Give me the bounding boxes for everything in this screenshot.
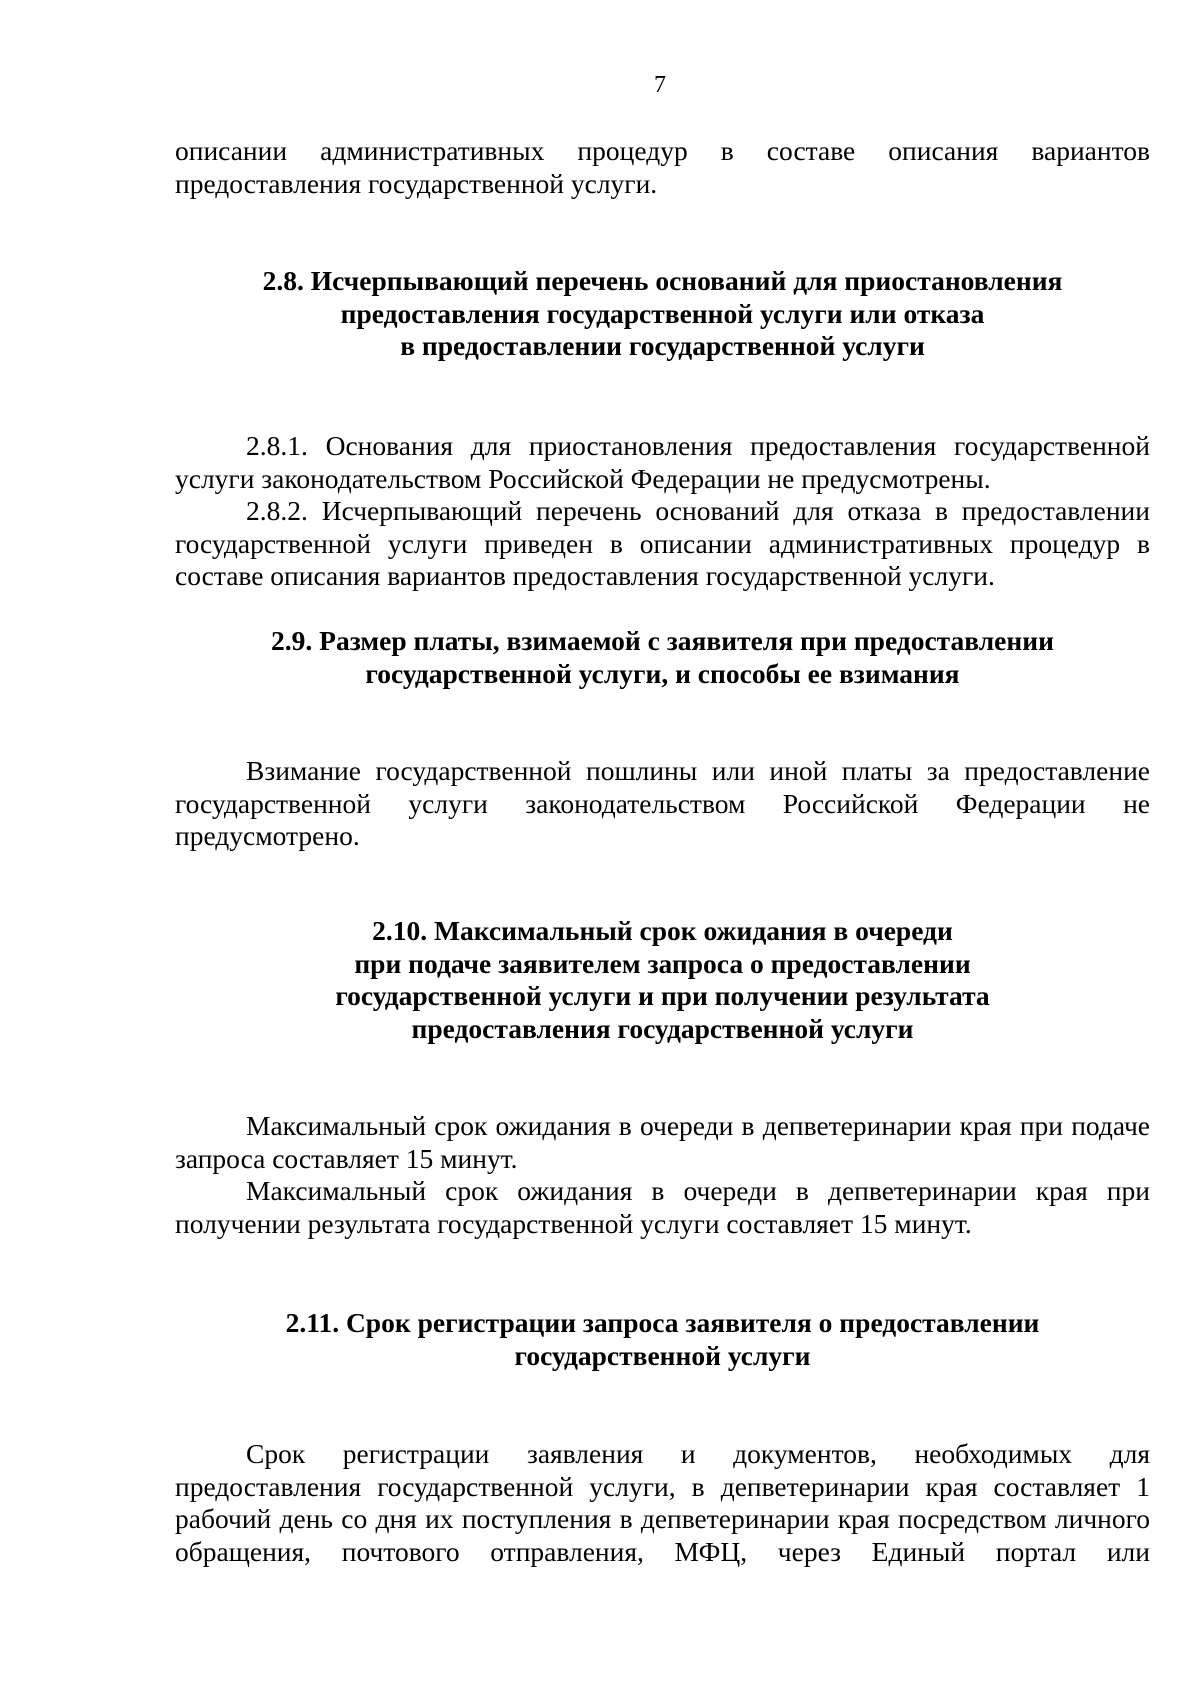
section-2-8-heading-line-1: 2.8. Исчерпывающий перечень оснований для приостановления — [262, 265, 1063, 296]
section-2-9-paragraph-1: Взимание государственной пошлины или иной платы за предоставление государственной услуги законодательством Российской Федерации не предусмотрено. — [175, 755, 1150, 851]
section-2-10-heading-line-4: предоставления государственной услуги — [411, 1012, 914, 1044]
section-2-8-paragraph-1: 2.8.1. Основания для приостановления предоставления государственной услуги законодательством Российской Федерации не предусмотрены. — [175, 430, 1150, 494]
section-2-11-heading-line-1: 2.11. Срок регистрации запроса заявителя о предоставлении — [285, 1307, 1040, 1338]
section-2-10-heading-line-1: 2.10. Максимальный срок ожидания в очереди — [372, 915, 953, 946]
section-2-11-paragraph-1: Срок регистрации заявления и документов, необходимых для предоставления государственной услуги, в депветеринарии края составляет 1 рабочий день со дня их поступления в депветеринарии края посредством личного обращения, почтового отправления, МФЦ, через Единый портал или — [175, 1438, 1150, 1567]
section-2-10-heading-line-2: при подаче заявителем запроса о предоставлении — [354, 947, 971, 979]
intro-paragraph-block — [175, 135, 1150, 200]
section-2-10-paragraph-2: Максимальный срок ожидания в очереди в депветеринарии края при получении результата государственной услуги составляет 15 минут. — [175, 1175, 1150, 1239]
section-2-9-heading-line-1: 2.9. Размер платы, взимаемой с заявителя при предоставлении — [271, 625, 1054, 656]
section-2-10-heading — [175, 915, 1150, 1045]
section-2-9-body — [175, 755, 1150, 853]
section-2-9-heading-line-2: государственной услуги, и способы ее взимания — [365, 657, 960, 689]
section-2-10-heading-line-3: государственной услуги и при получении результата — [335, 980, 990, 1011]
section-2-8-paragraph-2: 2.8.2. Исчерпывающий перечень оснований для отказа в предоставлении государственной услуги приведен в описании административных процедур в составе описания вариантов предоставления государственной услуги. — [175, 495, 1150, 591]
page-number: 7 — [654, 72, 666, 98]
intro-paragraph: описании административных процедур в составе описания вариантов предоставления государственной услуги. — [175, 135, 1150, 199]
section-2-8-heading-line-2: предоставления государственной услуги или отказа — [340, 297, 985, 329]
section-2-10-body — [175, 1110, 1150, 1240]
section-2-11-heading-line-2: государственной услуги — [514, 1339, 811, 1371]
section-2-8-heading-line-3: в предоставлении государственной услуги — [400, 330, 925, 361]
section-2-11-body — [175, 1438, 1150, 1568]
section-2-11-heading — [175, 1307, 1150, 1372]
section-2-9-heading — [175, 625, 1150, 690]
section-2-8-heading — [175, 265, 1150, 363]
section-2-8-body — [175, 430, 1150, 593]
section-2-10-paragraph-1: Максимальный срок ожидания в очереди в депветеринарии края при подаче запроса составляет 15 минут. — [175, 1110, 1150, 1174]
